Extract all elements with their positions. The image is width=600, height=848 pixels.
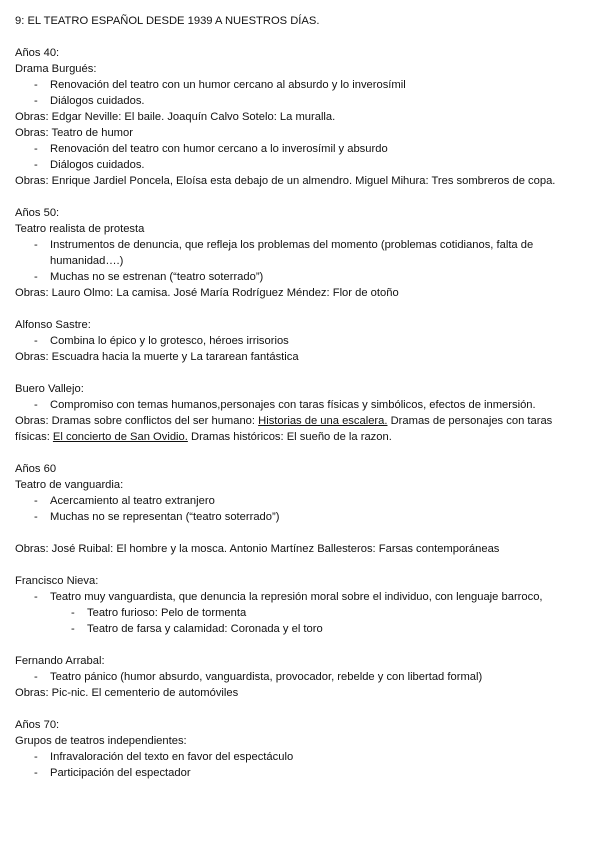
subheading-teatro-realista: Teatro realista de protesta: [15, 223, 145, 235]
author-heading-vallejo: Buero Vallejo:: [15, 383, 84, 395]
section-heading-anos-70: Años 70:: [15, 719, 60, 731]
obras-paragraph: Obras: Edgar Neville: El baile. Joaquín Calvo Sotelo: La muralla.: [15, 111, 336, 123]
list-item: - Compromiso con temas humanos,personajes con taras físicas y simbólicos, efectos de inmersión.: [15, 397, 585, 413]
list-item: - Participación del espectador: [15, 765, 585, 781]
author-heading-nieva: Francisco Nieva:: [15, 575, 99, 587]
nested-list-item: - Teatro furioso: Pelo de tormenta: [15, 605, 585, 621]
subheading-teatro-humor: Obras: Teatro de humor: [15, 127, 133, 139]
obras-text: Dramas históricos: El sueño de la razon.: [187, 431, 392, 443]
section-heading-anos-40: Años 40:: [15, 47, 60, 59]
obras-paragraph: Obras: José Ruibal: El hombre y la mosca. Antonio Martínez Ballesteros: Farsas contemporáneas: [15, 543, 500, 555]
section-heading-anos-60: Años 60: [15, 463, 57, 475]
section-heading-anos-50: Años 50:: [15, 207, 60, 219]
list-item: - Renovación del teatro con un humor cercano al absurdo y lo inverosímil: [15, 77, 585, 93]
document-title: 9: EL TEATRO ESPAÑOL DESDE 1939 A NUESTROS DÍAS.: [15, 15, 320, 27]
nested-list-item: - Teatro de farsa y calamidad: Coronada y el toro: [15, 621, 585, 637]
underlined-title: El concierto de San Ovidio.: [52, 431, 188, 443]
obras-paragraph: Obras: Pic-nic. El cementerio de automóviles: [15, 687, 239, 699]
list-item: - Diálogos cuidados.: [15, 157, 585, 173]
author-heading-sastre: Alfonso Sastre:: [15, 319, 91, 331]
list-item: - Muchas no se estrenan (“teatro soterrado”): [15, 269, 585, 285]
list-item: - Combina lo épico y lo grotesco, héroes irrisorios: [15, 333, 585, 349]
subheading-drama-burgues: Drama Burgués:: [15, 63, 97, 75]
subheading-grupos-independientes: Grupos de teatros independientes:: [15, 735, 187, 747]
subheading-teatro-vanguardia: Teatro de vanguardia:: [15, 479, 124, 491]
obras-paragraph: Obras: Escuadra hacia la muerte y La tararean fantástica: [15, 351, 299, 363]
obras-text: Dramas de personajes con taras físicas:: [15, 415, 553, 443]
list-item: - Acercamiento al teatro extranjero: [15, 493, 585, 509]
list-item: - Diálogos cuidados.: [15, 93, 585, 109]
underlined-title: Historias de una escalera.: [258, 415, 388, 427]
obras-paragraph: Obras: Lauro Olmo: La camisa. José María Rodríguez Méndez: Flor de otoño: [15, 287, 399, 299]
list-item: - Muchas no se representan (“teatro soterrado”): [15, 509, 585, 525]
obras-paragraph: Obras: Enrique Jardiel Poncela, Eloísa esta debajo de un almendro. Miguel Mihura: Tres sombreros de copa.: [15, 175, 556, 187]
list-item: - Teatro muy vanguardista, que denuncia la represión moral sobre el individuo, con lenguaje barroco,: [15, 589, 585, 605]
list-item: - Teatro pánico (humor absurdo, vanguardista, provocador, rebelde y con libertad formal): [15, 669, 585, 685]
obras-paragraph: [15, 413, 585, 445]
author-heading-arrabal: Fernando Arrabal:: [15, 655, 105, 667]
obras-text: Obras: Dramas sobre conflictos del ser humano:: [15, 415, 259, 427]
list-item: - Infravaloración del texto en favor del espectáculo: [15, 749, 585, 765]
document-page: [15, 13, 585, 781]
list-item: - Instrumentos de denuncia, que refleja los problemas del momento (problemas cotidianos, falta de humanidad….): [15, 237, 585, 269]
list-item: - Renovación del teatro con humor cercano a lo inverosímil y absurdo: [15, 141, 585, 157]
